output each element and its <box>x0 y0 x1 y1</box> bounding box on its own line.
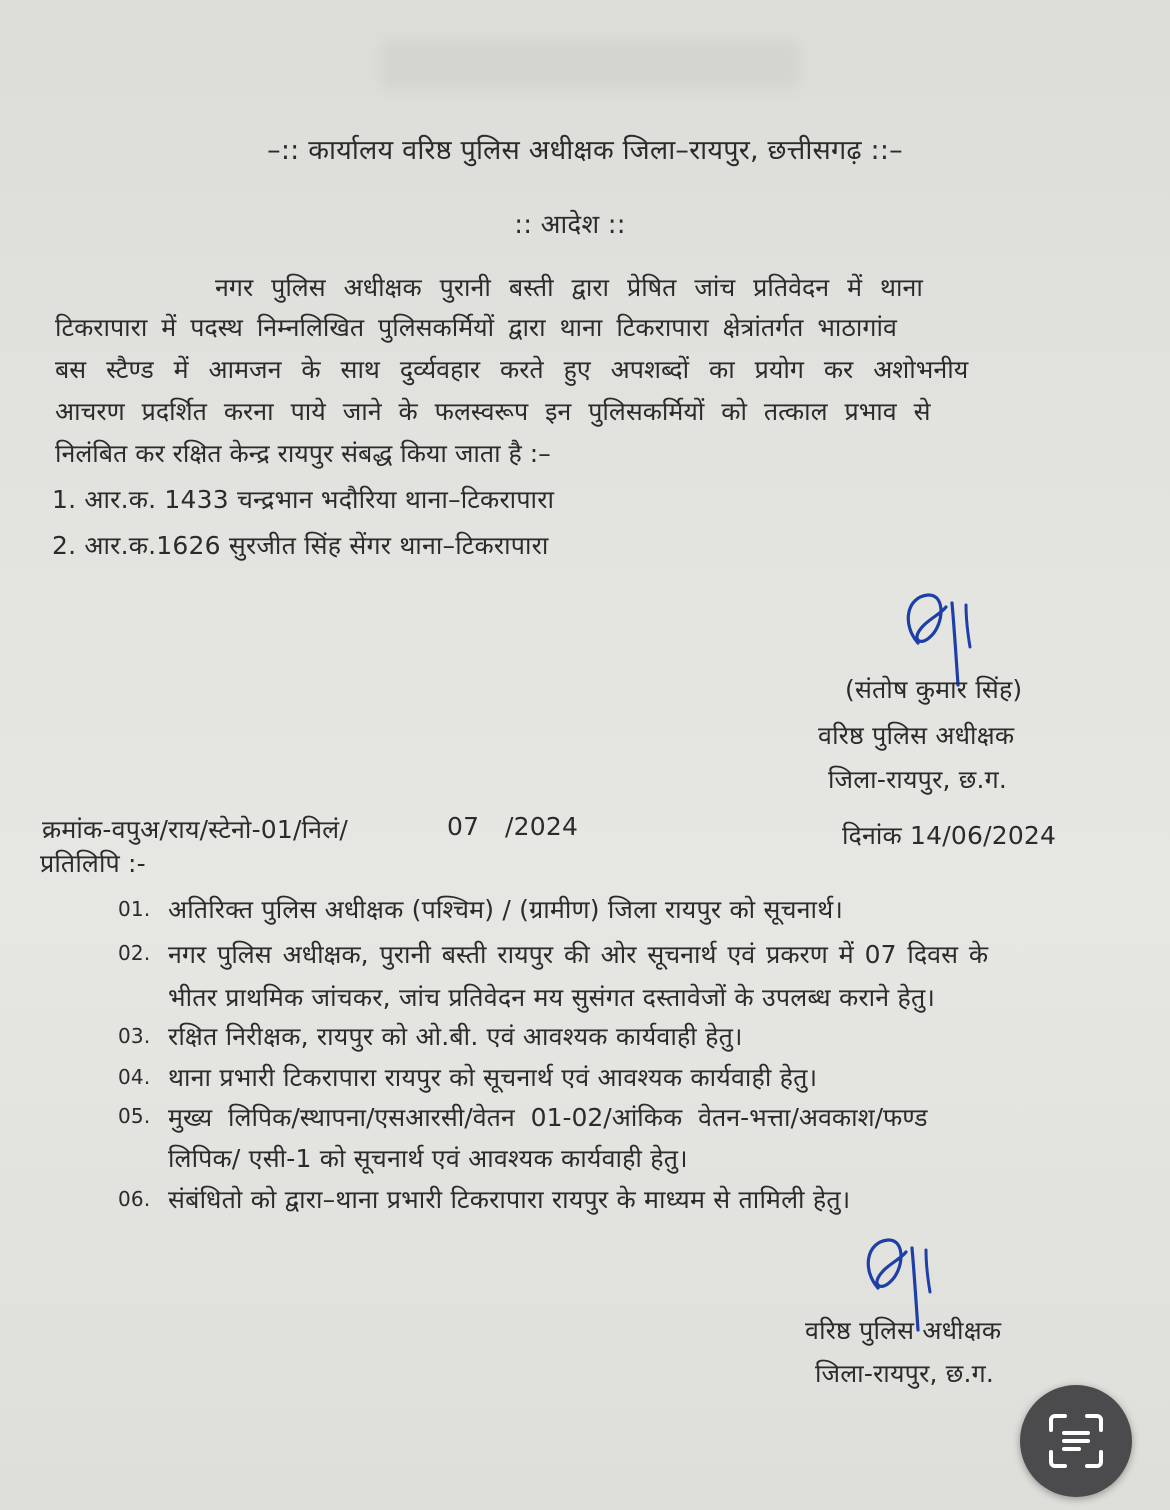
copy-item-text: संबंधितो को द्वारा–थाना प्रभारी टिकरापारा रायपुर के माध्यम से तामिली हेतु। <box>168 1185 851 1214</box>
body-line-1: नगर पुलिस अधीक्षक पुरानी बस्ती द्वारा प्रेषित जांच प्रतिवेदन में थाना <box>215 273 923 302</box>
copy-item-text: रक्षित निरीक्षक, रायपुर को ओ.बी. एवं आवश्यक कार्यवाही हेतु। <box>168 1022 743 1051</box>
personnel-item-1: 1. आर.क. 1433 चन्द्रभान भदौरिया थाना–टिकरापारा <box>52 485 555 514</box>
copy-item-number: 05. <box>118 1104 151 1128</box>
bottom-signatory-designation: वरिष्ठ पुलिस अधीक्षक <box>805 1316 1002 1345</box>
copy-item-text: अतिरिक्त पुलिस अधीक्षक (पश्चिम) / (ग्रामीण) जिला रायपुर को सूचनार्थ। <box>168 895 844 924</box>
copy-item-number: 03. <box>118 1024 151 1048</box>
copy-item-number: 02. <box>118 941 151 965</box>
bottom-signatory-district: जिला-रायपुर, छ.ग. <box>815 1359 995 1388</box>
copy-item-text: मुख्य लिपिक/स्थापना/एसआरसी/वेतन 01-02/आंकिक वेतन-भत्ता/अवकाश/फण्ड <box>168 1103 928 1132</box>
reference-date: दिनांक 14/06/2024 <box>842 821 1057 850</box>
copy-item-text: लिपिक/ एसी-1 को सूचनार्थ एवं आवश्यक कार्यवाही हेतु। <box>168 1144 688 1173</box>
body-line-2: टिकरापारा में पदस्थ निम्नलिखित पुलिसकर्मियों द्वारा थाना टिकरापारा क्षेत्रांतर्गत भाठागांव <box>55 313 897 342</box>
signatory-name: (संतोष कुमार सिंह) <box>845 675 1023 704</box>
copy-item-text: भीतर प्राथमिक जांचकर, जांच प्रतिवेदन मय सुसंगत दस्तावेजों के उपलब्ध कराने हेतु। <box>168 983 936 1012</box>
copy-item-text: थाना प्रभारी टिकरापारा रायपुर को सूचनार्थ एवं आवश्यक कार्यवाही हेतु। <box>168 1063 818 1092</box>
signatory-district: जिला-रायपुर, छ.ग. <box>828 765 1008 794</box>
show-through-bleed <box>380 40 800 90</box>
signatory-designation: वरिष्ठ पुलिस अधीक्षक <box>818 721 1015 750</box>
body-line-3: बस स्टैण्ड में आमजन के साथ दुर्व्यवहार करते हुए अपशब्दों का प्रयोग कर अशोभनीय <box>55 355 969 384</box>
copy-item-number: 01. <box>118 897 151 921</box>
office-title: –:: कार्यालय वरिष्ठ पुलिस अधीक्षक जिला–रायपुर, छत्तीसगढ़ ::– <box>267 135 903 166</box>
copy-heading: प्रतिलिपि :- <box>40 849 146 878</box>
text-scan-button[interactable] <box>1020 1385 1132 1497</box>
order-title: :: आदेश :: <box>514 210 626 240</box>
body-line-4: आचरण प्रदर्शित करना पाये जाने के फलस्वरूप इन पुलिसकर्मियों को तत्काल प्रभाव से <box>55 397 931 426</box>
reference-number-prefix: क्रमांक-वपुअ/राय/स्टेनो-01/निलं/ <box>42 815 348 844</box>
copy-item-number: 04. <box>118 1065 151 1089</box>
body-line-5: निलंबित कर रक्षित केन्द्र रायपुर संबद्ध किया जाता है :– <box>55 439 551 468</box>
personnel-item-2: 2. आर.क.1626 सुरजीत सिंह सेंगर थाना–टिकरापारा <box>52 531 549 560</box>
copy-item-text: नगर पुलिस अधीक्षक, पुरानी बस्ती रायपुर की ओर सूचनार्थ एवं प्रकरण में 07 दिवस के <box>168 940 989 969</box>
copy-item-number: 06. <box>118 1187 151 1211</box>
text-scan-icon <box>1045 1410 1107 1472</box>
reference-number-suffix: /2024 <box>505 812 579 841</box>
reference-number-value: 07 <box>447 812 480 841</box>
